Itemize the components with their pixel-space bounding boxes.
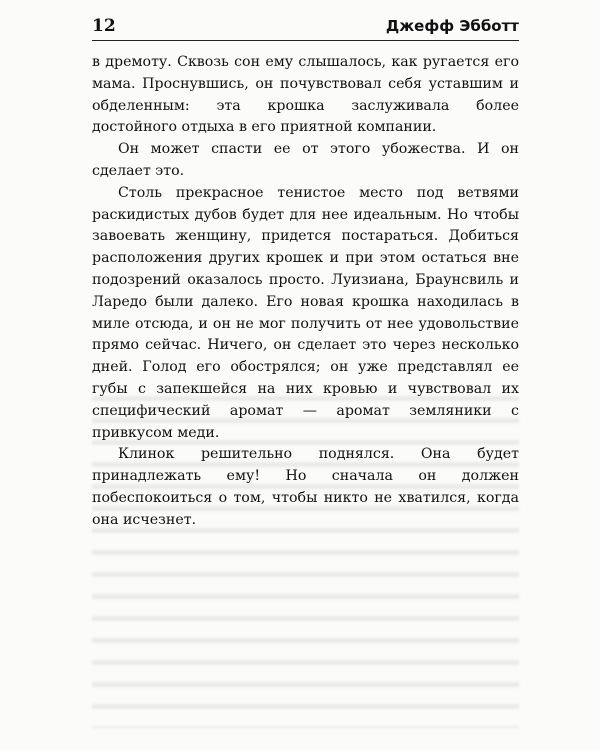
- page-number: 12: [92, 16, 116, 36]
- paragraph-1: в дремоту. Сквозь сон ему слышалось, как ругается его мама. Проснувшись, он почувствовал себя уставшим и обделенным: эта крошка заслуживала более достойного отдыха в его приятной компании.: [92, 54, 519, 136]
- show-through-texture: [92, 388, 519, 728]
- header-rule: [92, 40, 519, 41]
- paragraph-3: Столь прекрасное тенистое место под ветвями раскидистых дубов будет для нее идеальным. Но чтобы завоевать женщину, придется постараться. Добиться расположения других крошек и при этом остаться вне подозрений оказалось просто. Луизиана, Браунсвиль и Ларедо были далеко. Его новая крошка находилась в миле отсюда, и он не мог получить от нее удовольствие прямо сейчас. Ничего, он сделает это через несколько дней. Голод его обострялся; он уже представлял ее губы с запекшейся на них кровью и чувствовал их специфический аромат — аромат земляники с привкусом меди.: [92, 184, 519, 441]
- paragraph-2: Он может спасти ее от этого убожества. И он сделает это.: [92, 141, 519, 179]
- paragraph-4: Клинок решительно поднялся. Она будет принадлежать ему! Но сначала он должен побеспокоиться о том, чтобы никто не хватился, когда она исчезнет.: [92, 446, 519, 528]
- page-header: [92, 16, 519, 40]
- running-head-author: Джефф Эбботт: [385, 17, 519, 35]
